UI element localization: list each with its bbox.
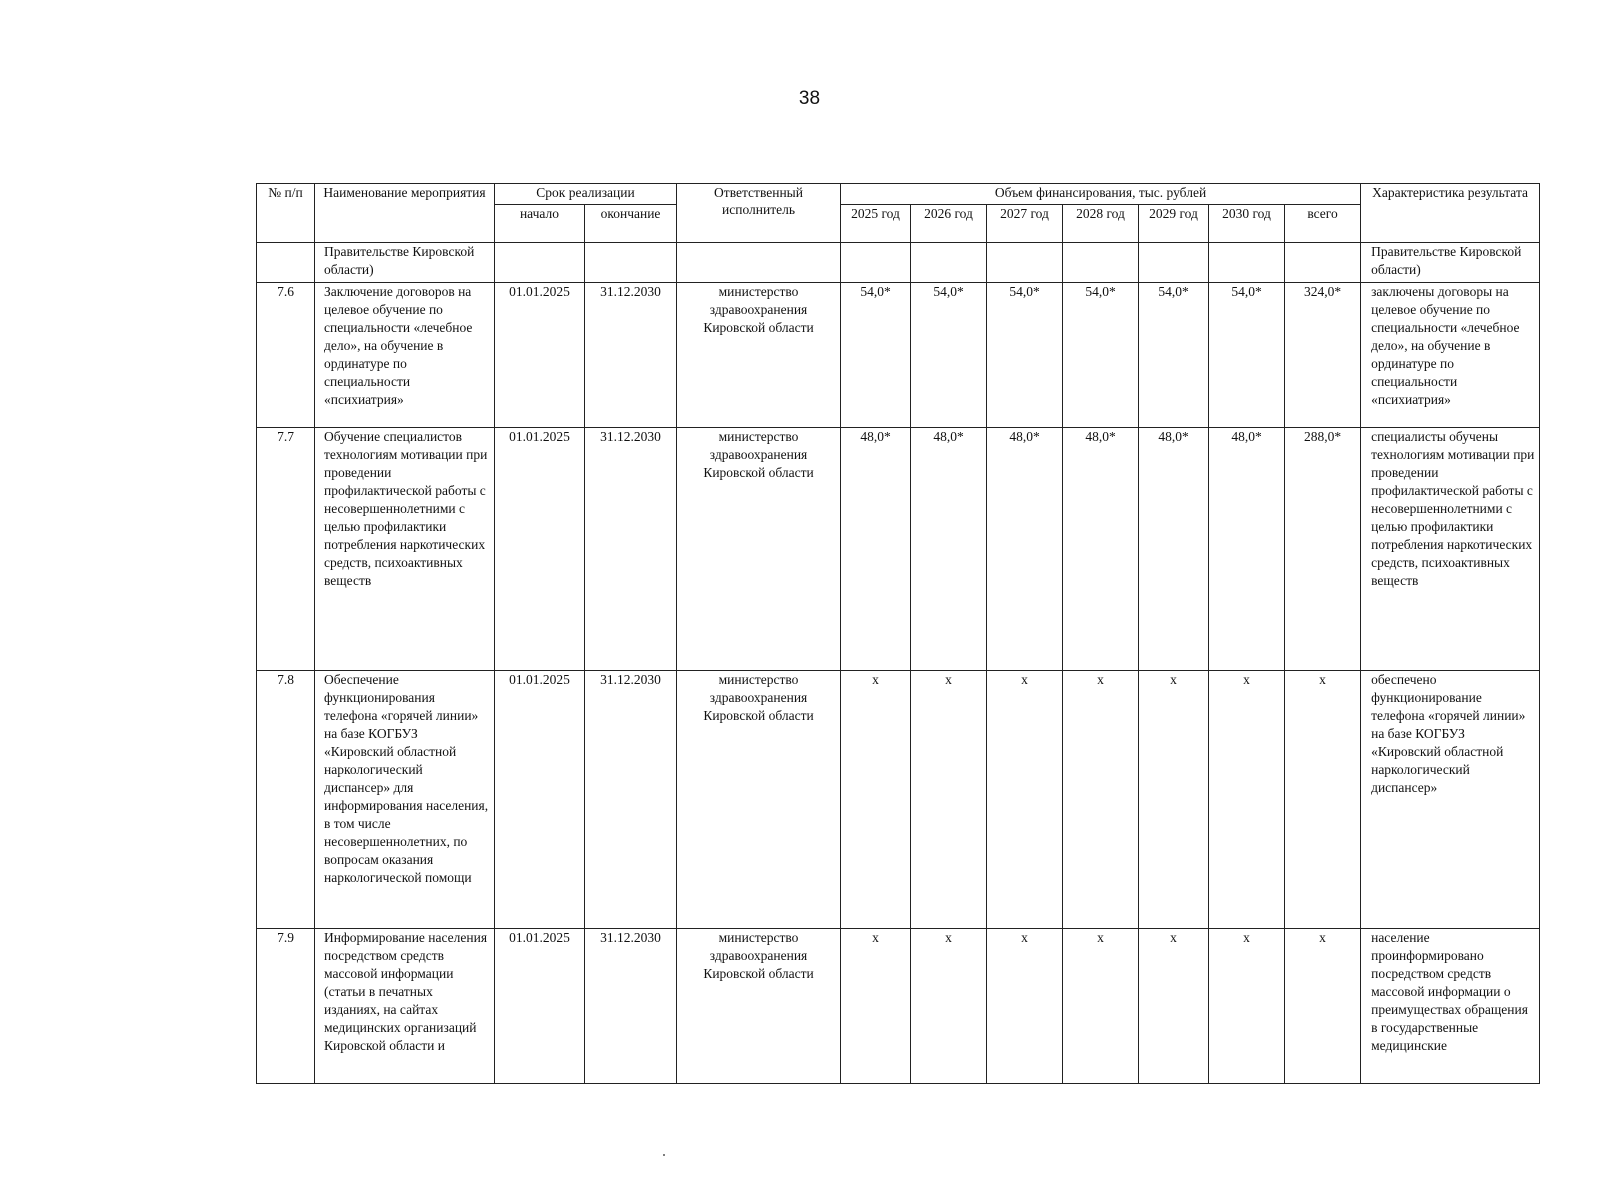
header-year: 2028 год [1063, 205, 1139, 243]
cell-value: 48,0* [911, 428, 987, 671]
program-activities-table [256, 183, 1540, 1084]
cell-value: 48,0* [1139, 428, 1209, 671]
header-executor: Ответственный исполнитель [677, 184, 841, 243]
cell-value: х [841, 929, 911, 1084]
cell-total: х [1285, 671, 1361, 929]
table-row-continuation [257, 243, 1540, 283]
cell-num: 7.7 [257, 428, 315, 671]
cell-result: Правительстве Кировской области) [1361, 243, 1540, 283]
cell-executor: министерство здравоохранения Кировской области [677, 929, 841, 1084]
cell-value: х [911, 929, 987, 1084]
cell-start: 01.01.2025 [495, 671, 585, 929]
header-num: № п/п [257, 184, 315, 243]
cell-name: Обеспечение функционирования телефона «горячей линии» на базе КОГБУЗ «Кировский областной наркологический диспансер» для информирования населения, в том числе несовершеннолетних, по вопросам оказания наркологической помощи [315, 671, 495, 929]
cell-name: Информирование населения посредством средств массовой информации (статьи в печатных изданиях, на сайтах медицинских организаций Кировской области и [315, 929, 495, 1084]
cell-value: 48,0* [1209, 428, 1285, 671]
cell-value: 54,0* [987, 283, 1063, 428]
table-row [257, 929, 1540, 1084]
cell-value: х [1139, 929, 1209, 1084]
cell-value: 54,0* [911, 283, 987, 428]
cell-value: 48,0* [1063, 428, 1139, 671]
cell-num: 7.9 [257, 929, 315, 1084]
cell-name: Обучение специалистов технологиям мотивации при проведении профилактической работы с несовершеннолетними с целью профилактики потребления наркотических средств, психоактивных веществ [315, 428, 495, 671]
cell-value: х [987, 671, 1063, 929]
cell-name: Правительстве Кировской области) [315, 243, 495, 283]
cell-total: 288,0* [1285, 428, 1361, 671]
cell-executor: министерство здравоохранения Кировской области [677, 283, 841, 428]
cell-result: заключены договоры на целевое обучение по специальности «лечебное дело», на обучение в ординатуре по специальности «психиатрия» [1361, 283, 1540, 428]
cell-name: Заключение договоров на целевое обучение по специальности «лечебное дело», на обучение в ординатуре по специальности «психиатрия» [315, 283, 495, 428]
cell-value: 48,0* [987, 428, 1063, 671]
header-term-start: начало [495, 205, 585, 243]
cell-total: х [1285, 929, 1361, 1084]
header-year: 2030 год [1209, 205, 1285, 243]
cell-total: 324,0* [1285, 283, 1361, 428]
header-year: 2029 год [1139, 205, 1209, 243]
cell-value: х [1063, 929, 1139, 1084]
cell-end: 31.12.2030 [585, 671, 677, 929]
cell-value: 54,0* [1139, 283, 1209, 428]
cell-value: х [1209, 671, 1285, 929]
cell-num: 7.6 [257, 283, 315, 428]
page-number: 38 [798, 88, 821, 109]
cell-num: 7.8 [257, 671, 315, 929]
table-row [257, 283, 1540, 428]
cell-value: 54,0* [841, 283, 911, 428]
cell-value: х [841, 671, 911, 929]
header-year: 2027 год [987, 205, 1063, 243]
cell-executor: министерство здравоохранения Кировской области [677, 671, 841, 929]
cell-start: 01.01.2025 [495, 283, 585, 428]
header-name: Наименование мероприятия [315, 184, 495, 243]
cell-result: население проинформировано посредством средств массовой информации о преимуществах обращения в государственные медицинские [1361, 929, 1540, 1084]
cell-value: х [1063, 671, 1139, 929]
header-result: Характеристика результата [1361, 184, 1540, 243]
cell-end: 31.12.2030 [585, 283, 677, 428]
header-term-group: Срок реализации [495, 184, 677, 205]
cell-value: 54,0* [1209, 283, 1285, 428]
table-row [257, 671, 1540, 929]
cell-executor: министерство здравоохранения Кировской области [677, 428, 841, 671]
header-total: всего [1285, 205, 1361, 243]
cell-end: 31.12.2030 [585, 428, 677, 671]
cell-start: 01.01.2025 [495, 428, 585, 671]
cell-value: 48,0* [841, 428, 911, 671]
cell-start: 01.01.2025 [495, 929, 585, 1084]
header-finance-group: Объем финансирования, тыс. рублей [841, 184, 1361, 205]
table-row [257, 428, 1540, 671]
cell-value: 54,0* [1063, 283, 1139, 428]
cell-end: 31.12.2030 [585, 929, 677, 1084]
header-year: 2026 год [911, 205, 987, 243]
cell-value: х [1139, 671, 1209, 929]
cell-result: обеспечено функционирование телефона «горячей линии» на базе КОГБУЗ «Кировский областной наркологический диспансер» [1361, 671, 1540, 929]
cell-value: х [1209, 929, 1285, 1084]
cell-value: х [987, 929, 1063, 1084]
cell-result: специалисты обучены технологиям мотивации при проведении профилактической работы с несовершеннолетними с целью профилактики потребления наркотических средств, психоактивных веществ [1361, 428, 1540, 671]
cell-value: х [911, 671, 987, 929]
scan-speck [663, 1154, 665, 1156]
header-term-end: окончание [585, 205, 677, 243]
cell-num [257, 243, 315, 283]
header-year: 2025 год [841, 205, 911, 243]
